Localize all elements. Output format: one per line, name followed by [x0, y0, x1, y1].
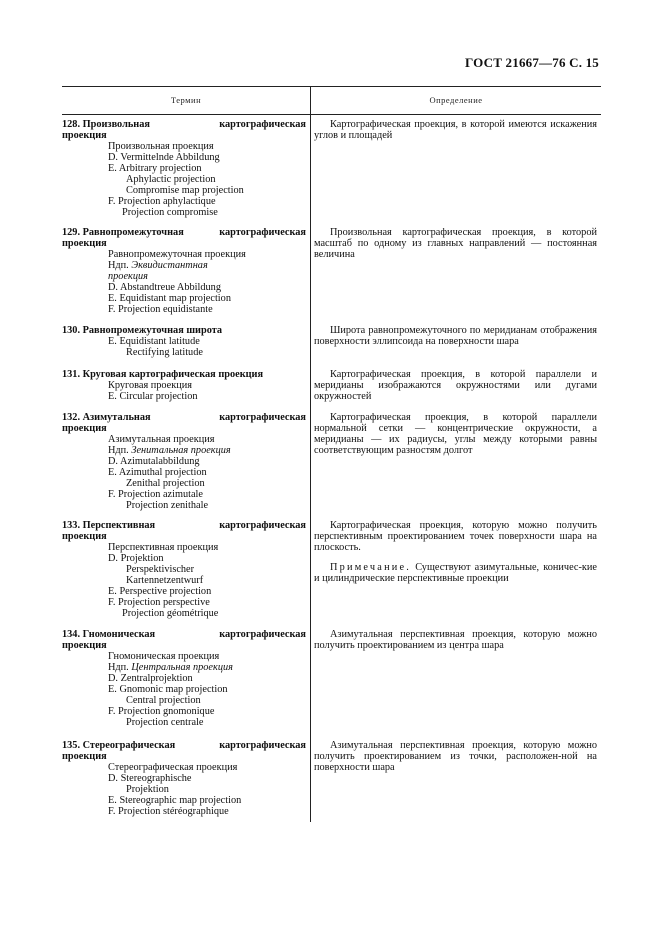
synonym-de: D. Vermittelnde Abbildung	[108, 152, 220, 163]
term-block	[62, 740, 306, 817]
page-header: ГОСТ 21667—76 С. 15	[465, 55, 599, 70]
term-block	[62, 412, 306, 511]
synonym-de-cont: Projektion	[126, 784, 169, 795]
synonym-fr-alt: Projection centrale	[126, 717, 204, 728]
term-title-cont: проекция	[62, 640, 107, 651]
term-title-cont: проекция	[62, 423, 107, 434]
synonym-en: E. Azimuthal projection	[108, 467, 207, 478]
synonym-ru: Равнопромежуточная проекция	[108, 249, 246, 260]
synonym-fr: F. Projection azimutale	[108, 489, 203, 500]
synonym-ru: Гномоническая проекция	[108, 651, 220, 662]
synonym-fr: F. Projection stéréographique	[108, 806, 229, 817]
term-title: 130. Равнопромежуточная широта	[62, 325, 223, 336]
term-block	[62, 629, 306, 728]
term-title-cont: проекция	[62, 238, 107, 249]
term-title: 135. Стереографическая картографическая	[62, 740, 306, 751]
synonym-fr: F. Projection aphylactique	[108, 196, 216, 207]
synonym-de: D. Stereographische	[108, 773, 192, 784]
definition: Азимутальная перспективная проекция, которую можно получить проектированием из центра шара	[314, 629, 597, 651]
synonym-en-alt: Central projection	[126, 695, 201, 706]
synonym-fr-alt: Projection compromise	[122, 207, 218, 218]
synonym-en: E. Circular projection	[108, 391, 198, 402]
synonym-de: D. Abstandtreue Abbildung	[108, 282, 221, 293]
synonym-ru: Круговая проекция	[108, 380, 193, 391]
synonym-fr-alt: Projection zenithale	[126, 500, 209, 511]
term-title: 129. Равнопромежуточная картографическая	[62, 227, 306, 238]
column-header-term: Термин	[170, 95, 202, 105]
synonym-fr-alt: Projection géométrique	[122, 608, 219, 619]
term-title-cont: проекция	[62, 751, 107, 762]
definition: Произвольная картографическая проекция, в которой масштаб по одному из главных направлений — постоянная величина	[314, 227, 597, 260]
synonym-de: D. Azimutalabbildung	[108, 456, 200, 467]
definition: Азимутальная перспективная проекция, которую можно получить проектированием из точки, расположен-ной на поверхности шара	[314, 740, 597, 773]
synonym-en: E. Equidistant latitude	[108, 336, 200, 347]
synonym-de-cont: Kartennetzentwurf	[126, 575, 204, 586]
not-allowed-term: Ндп. Эквидистантная	[108, 260, 208, 271]
synonym-en: E. Equidistant map projection	[108, 293, 231, 304]
term-block	[62, 227, 306, 315]
term-block	[62, 119, 306, 218]
synonym-en-alt: Rectifying latitude	[126, 347, 203, 358]
definition: Картографическая проекция, которую можно получить перспективным проектированием точек поверхности шара на плоскость. Примечание. Существуют азимутальные, коничес-кие и цилиндрические перспективные проекции	[314, 520, 597, 584]
definition-note: Примечание. Существуют азимутальные, коничес-кие и цилиндрические перспективные проекции	[314, 562, 597, 584]
term-title: 132. Азимутальная картографическая	[62, 412, 306, 423]
synonym-en: E. Stereographic map projection	[108, 795, 242, 806]
synonym-fr: F. Projection equidistante	[108, 304, 213, 315]
not-allowed-term: Ндп. Зенитальная проекция	[108, 445, 231, 456]
term-title: 133. Перспективная картографическая	[62, 520, 306, 531]
terms-table	[62, 86, 601, 822]
term-title-cont: проекция	[62, 531, 107, 542]
synonym-ru: Произвольная проекция	[108, 141, 214, 152]
synonym-de: D. Projektion	[108, 553, 164, 564]
column-divider	[310, 86, 311, 822]
synonym-en-alt: Zenithal projection	[126, 478, 205, 489]
table-top-border	[62, 86, 601, 87]
synonym-fr: F. Projection gnomonique	[108, 706, 215, 717]
synonym-en: E. Gnomonic map projection	[108, 684, 228, 695]
synonym-fr: F. Projection perspective	[108, 597, 210, 608]
term-title: 128. Произвольная картографическая	[62, 119, 306, 130]
definition: Картографическая проекция, в которой параллели и меридианы изображаются окружностями или дугами окружностей	[314, 369, 597, 402]
term-title: 131. Круговая картографическая проекция	[62, 369, 264, 380]
not-allowed-term: Ндп. Центральная проекция	[108, 662, 233, 673]
definition: Картографическая проекция, в которой параллели нормальной сетки — концентрические окружности, а меридианы — их радиусы, углы между которыми равны соответствующим разностям долгот	[314, 412, 597, 456]
column-header-definition: Определение	[429, 95, 483, 105]
term-title: 134. Гномоническая картографическая	[62, 629, 306, 640]
synonym-en-alt: Compromise map projection	[126, 185, 244, 196]
term-block	[62, 520, 306, 619]
synonym-en: E. Arbitrary projection	[108, 163, 202, 174]
synonym-ru: Стереографическая проекция	[108, 762, 238, 773]
synonym-ru: Перспективная проекция	[108, 542, 219, 553]
synonym-de: D. Zentralprojektion	[108, 673, 193, 684]
not-allowed-term-cont: проекция	[108, 271, 148, 282]
synonym-en-alt: Aphylactic projection	[126, 174, 216, 185]
term-block	[62, 369, 306, 402]
term-title-cont: проекция	[62, 130, 107, 141]
header-bottom-border	[62, 114, 601, 115]
definition: Широта равнопромежуточного по меридианам отображения поверхности эллипсоида на поверхности шара	[314, 325, 597, 347]
synonym-ru: Азимутальная проекция	[108, 434, 215, 445]
synonym-de-cont: Perspektivischer	[126, 564, 195, 575]
term-block	[62, 325, 306, 358]
synonym-en: E. Perspective projection	[108, 586, 212, 597]
definition: Картографическая проекция, в которой имеются искажения углов и площадей	[314, 119, 597, 141]
